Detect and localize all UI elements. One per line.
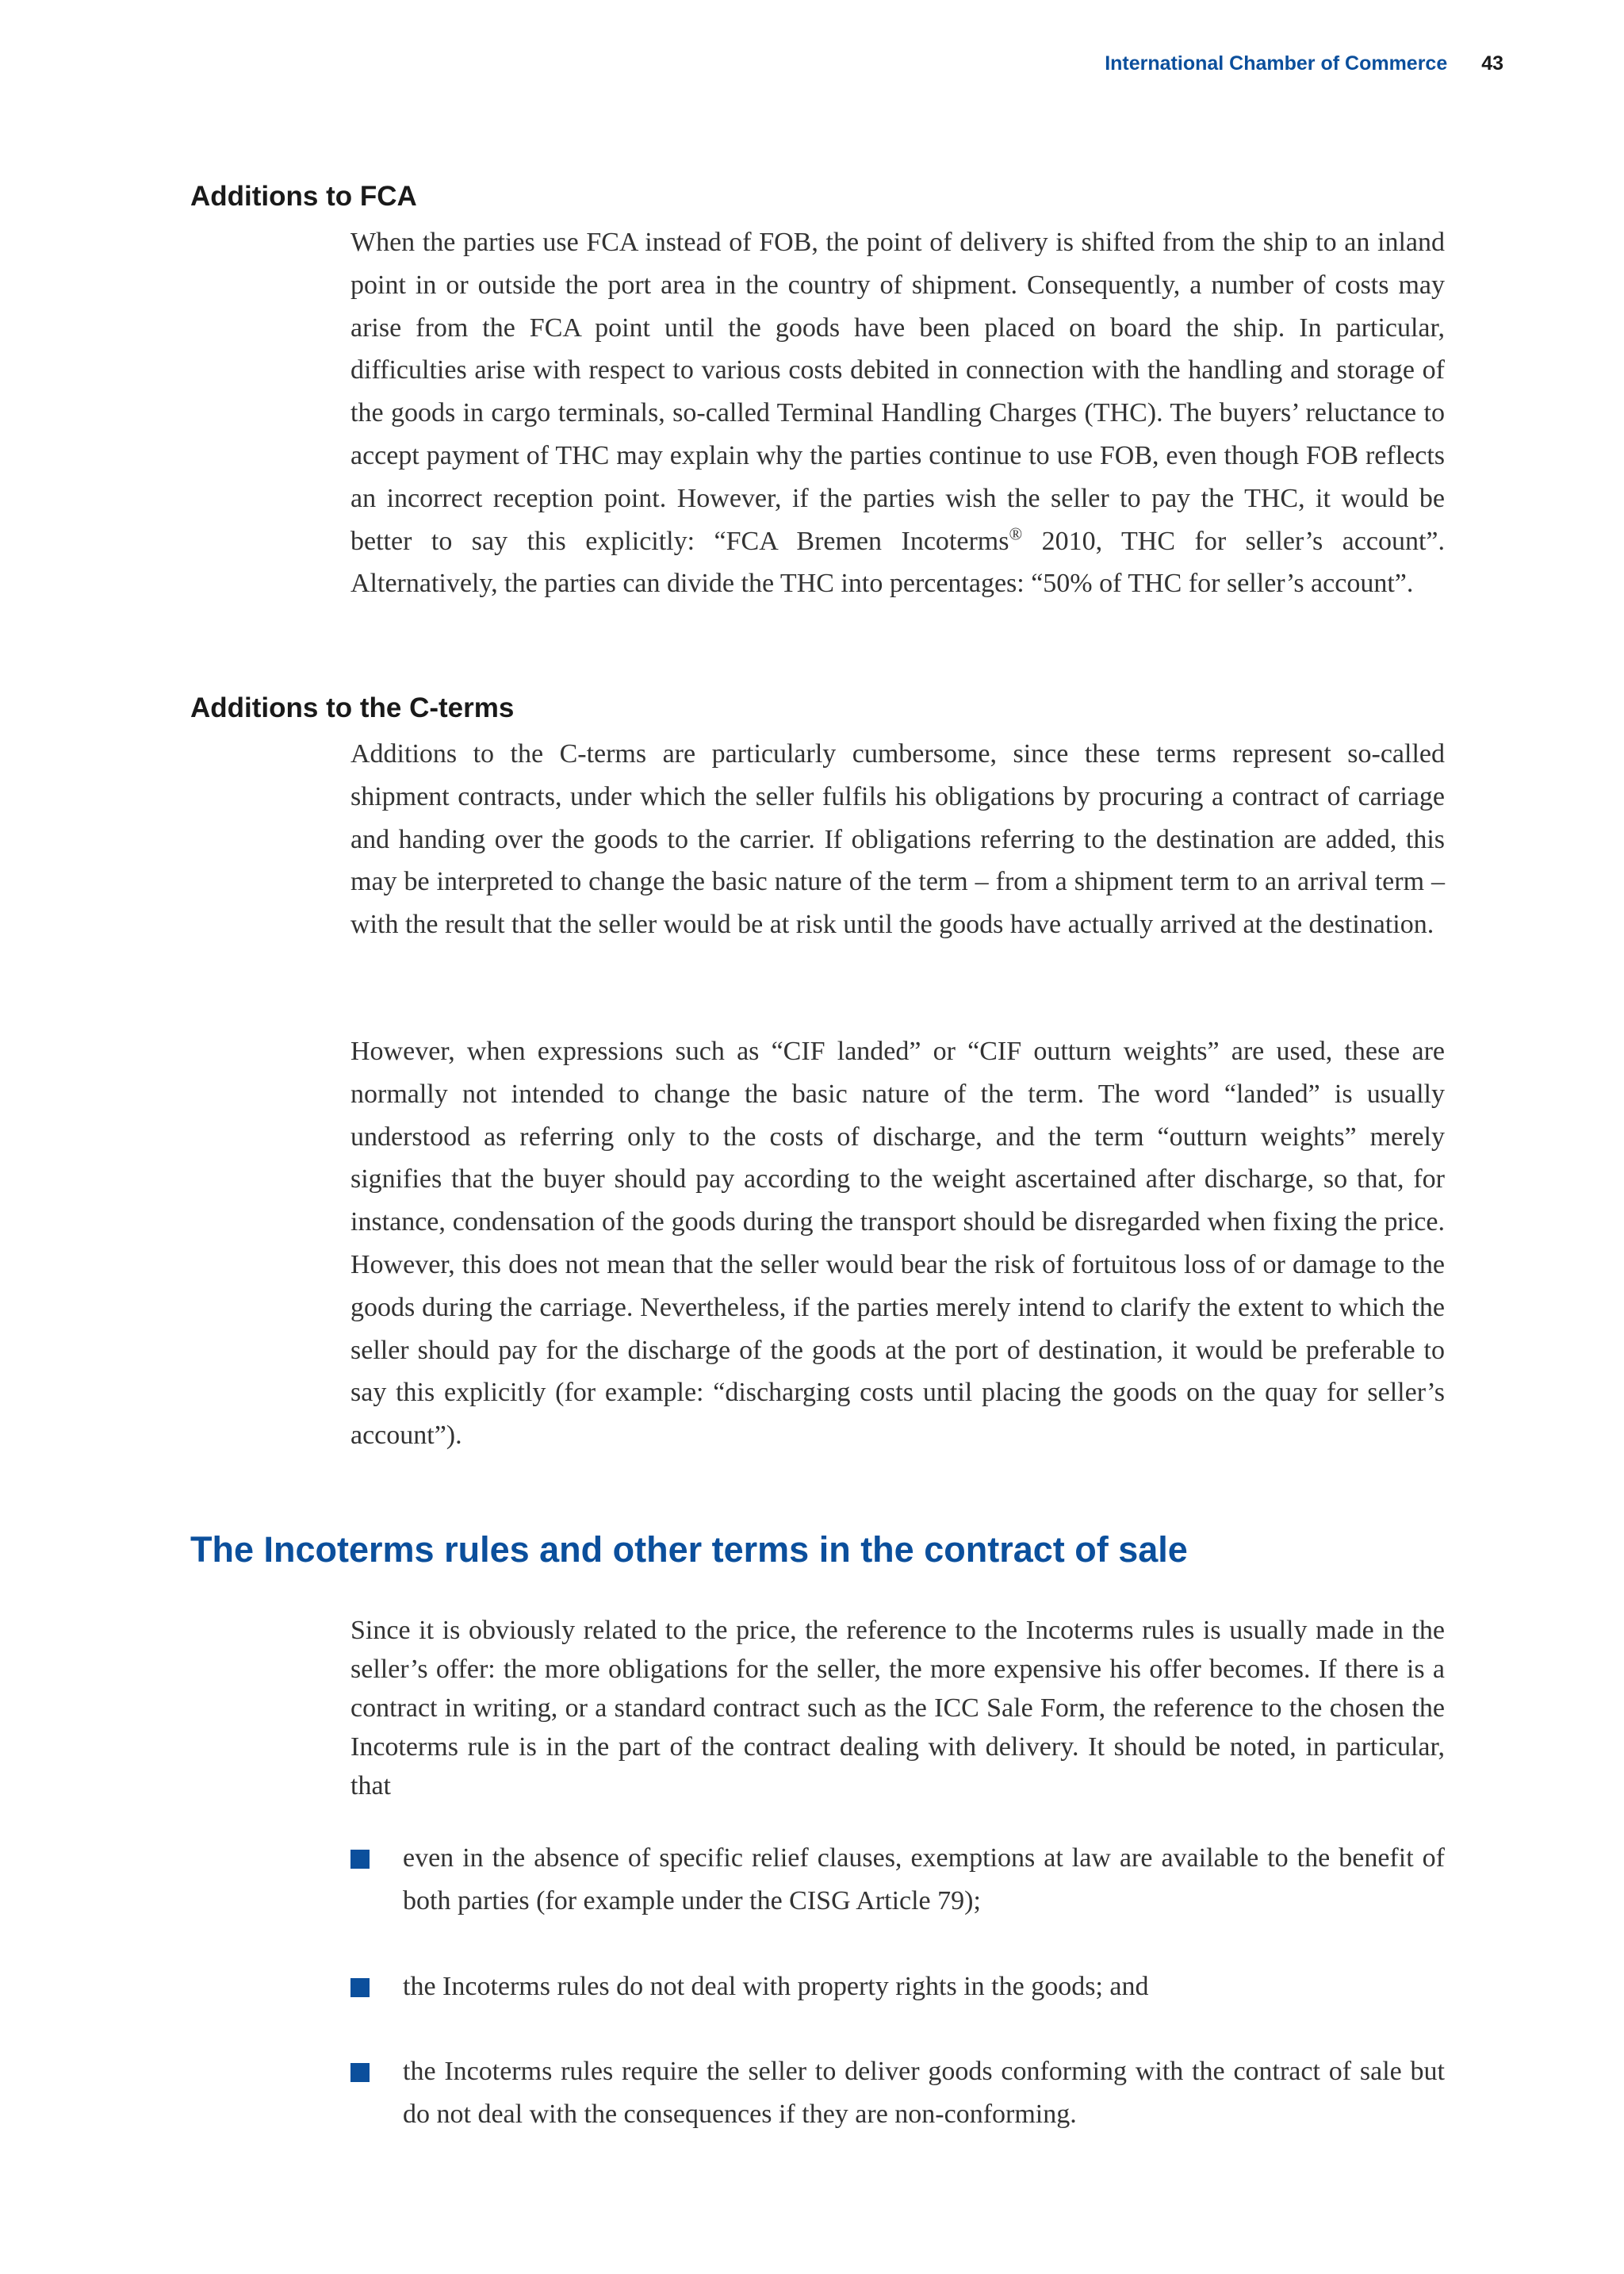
- bullet-item: [350, 1965, 1445, 2008]
- c-terms-paragraph-2: However, when expressions such as “CIF landed” or “CIF outturn weights” are used, these are normally not intended to change the basic nature of the term. The word “landed” is usually understood as referring only to the costs of discharge, and the term “outturn weights” merely signifies that the buyer should pay according to the weight ascertained after discharge, so that, for instance, condensation of the goods during the transport should be disregarded when fixing the price. However, this does not mean that the seller would bear the risk of fortuitous loss of or damage to the goods during the carriage. Nevertheless, if the parties merely intend to clarify the extent to which the seller should pay for the discharge of the goods at the port of destination, it would be preferable to say this explicitly (for example: “discharging costs until placing the goods on the quay for seller’s account”).: [350, 1037, 1445, 1451]
- heading-additions-to-fca: Additions to FCA: [190, 181, 417, 212]
- publisher-name: International Chamber of Commerce: [1105, 52, 1448, 75]
- square-bullet-icon: [350, 1978, 370, 1997]
- obligations-bullet-list: [350, 1837, 1445, 2136]
- registered-trademark-mark: ®: [1009, 523, 1023, 544]
- bullet-text: the Incoterms rules do not deal with property rights in the goods; and: [403, 1971, 1149, 2001]
- fca-paragraph: [350, 221, 1445, 605]
- square-bullet-icon: [350, 1850, 370, 1869]
- bullet-text: the Incoterms rules require the seller to deliver goods conforming with the contract of sale but do not deal with the consequences if they are non-conforming.: [403, 2057, 1445, 2130]
- bullet-item: [350, 2050, 1445, 2136]
- page-number: 43: [1481, 52, 1503, 75]
- bullet-item: [350, 1837, 1445, 1923]
- heading-incoterms-and-other-terms: The Incoterms rules and other terms in the contract of sale: [190, 1529, 1188, 1570]
- running-header: [1105, 52, 1503, 75]
- square-bullet-icon: [350, 2063, 370, 2082]
- other-terms-intro-paragraph: Since it is obviously related to the price, the reference to the Incoterms rules is usually made in the seller’s offer: the more obligations for the seller, the more expensive his offer becomes. If there is a contract in writing, or a standard contract such as the ICC Sale Form, the reference to the chosen the Incoterms rule is in the part of the contract dealing with delivery. It should be noted, in particular, that: [350, 1616, 1445, 1800]
- c-terms-paragraph-1: Additions to the C-terms are particularly cumbersome, since these terms represent so-called shipment contracts, under which the seller fulfils his obligations by procuring a contract of carriage and handing over the goods to the carrier. If obligations referring to the destination are added, this may be interpreted to change the basic nature of the term – from a shipment term to an arrival term – with the result that the seller would be at risk until the goods have actually arrived at the destination.: [350, 739, 1445, 940]
- fca-paragraph-text-part-1: When the parties use FCA instead of FOB, the point of delivery is shifted from the ship to an inland point in or outside the port area in the country of shipment. Consequently, a number of costs may arise from the FCA point until the goods have been placed on board the ship. In particular, difficulties arise with respect to various costs debited in connection with the handling and storage of the goods in cargo terminals, so-called Terminal Handling Charges (THC). The buyers’ reluctance to accept payment of THC may explain why the parties continue to use FOB, even though FOB reflects an incorrect reception point. However, if the parties wish the seller to pay the THC, it would be better to say this explicitly: “FCA Bremen Incoterms: [350, 228, 1445, 556]
- heading-additions-to-c-terms: Additions to the C-terms: [190, 692, 515, 723]
- fca-paragraph-text-part-2: 2010, THC for seller’s account”. Alternatively, the parties can divide the THC into percentages: “50% of THC for seller’s account”.: [350, 526, 1445, 599]
- bullet-text: even in the absence of specific relief clauses, exemptions at law are available to the benefit of both parties (for example under the CISG Article 79);: [403, 1843, 1445, 1915]
